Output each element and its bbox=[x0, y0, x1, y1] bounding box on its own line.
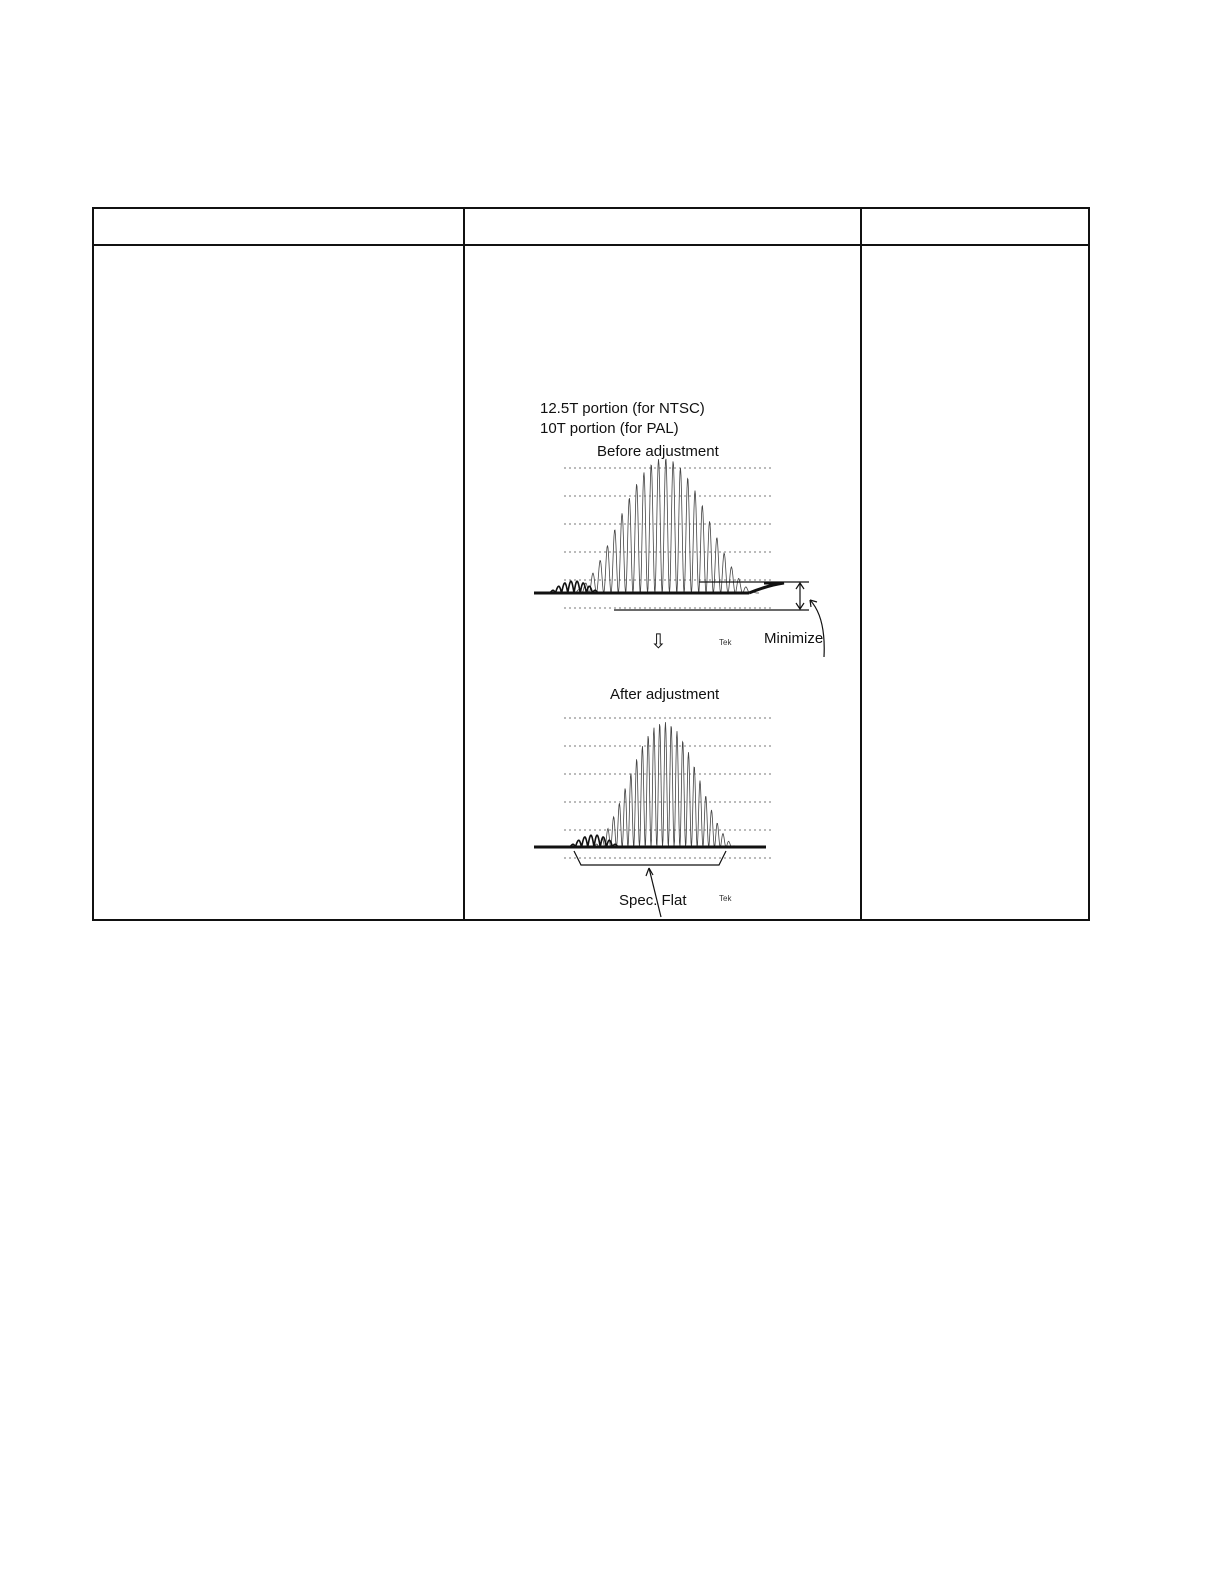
minimize-label: Minimize bbox=[764, 630, 824, 647]
scope-brand-label: Tek bbox=[719, 638, 732, 647]
down-arrow-icon: ⇩ bbox=[650, 631, 667, 653]
portion-pal-label: 10T portion (for PAL) bbox=[540, 420, 679, 437]
adjustment-table bbox=[92, 207, 1090, 921]
waveform-trace bbox=[589, 722, 739, 847]
remarks-cell bbox=[861, 246, 1090, 919]
minimize-pointer-arrow bbox=[810, 600, 824, 657]
scope-brand-label: Tek bbox=[719, 894, 732, 903]
procedure-cell bbox=[94, 246, 463, 919]
portion-ntsc-label: 12.5T portion (for NTSC) bbox=[540, 400, 705, 417]
table-header-row bbox=[94, 209, 1088, 246]
waveform-cell bbox=[464, 246, 860, 919]
before-adjustment-label: Before adjustment bbox=[597, 443, 719, 460]
after-adjustment-label: After adjustment bbox=[610, 686, 720, 703]
waveform-trace bbox=[569, 459, 759, 593]
spec-flat-label: Spec. Flat bbox=[619, 892, 687, 909]
baseline-step bbox=[749, 583, 784, 593]
